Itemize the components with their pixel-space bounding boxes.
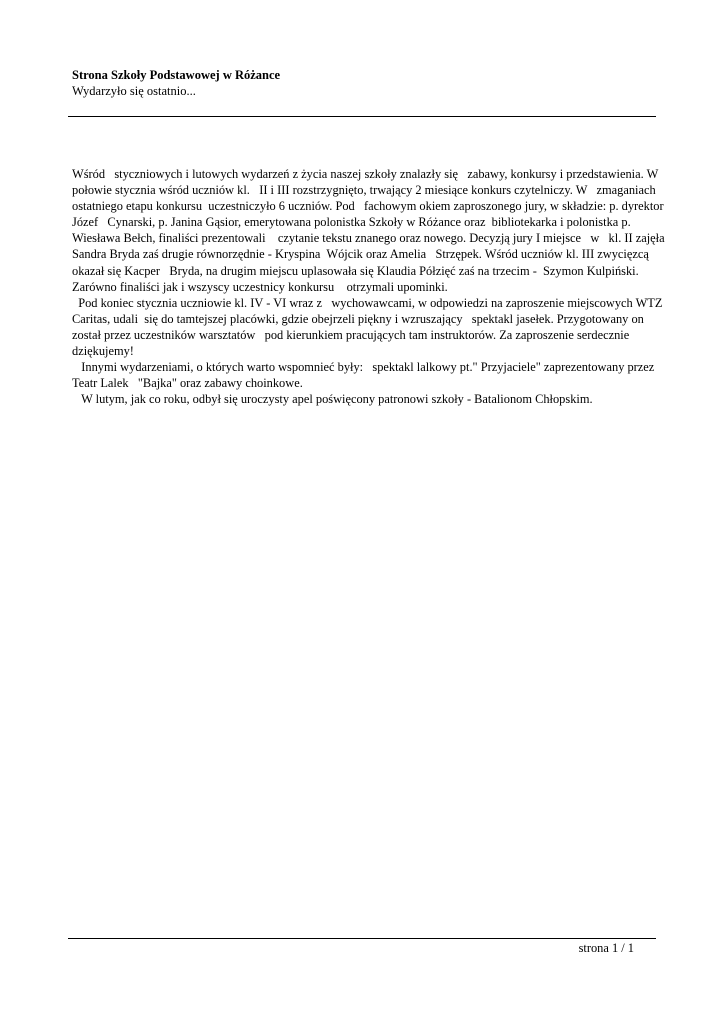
article-body — [72, 166, 665, 407]
article-line: ostatniego etapu konkursu uczestniczyło 6 uczniów. Pod fachowym okiem zaproszonego jury, w składzie: p. dyrektor — [72, 199, 664, 214]
article-line: okazał się Kacper Bryda, na drugim miejscu uplasowała się Klaudia Półzięć zaś na trzecim - Szymon Kulpiński. — [72, 263, 639, 278]
article-line: został przez uczestników warsztatów pod kierunkiem pracujących tam instruktorów. Za zaproszenie serdecznie — [72, 327, 630, 342]
article-line: Caritas, udali się do tamtejszej placówki, gdzie obejrzeli piękny i wzruszający spektakl jasełek. Przygotowany on — [72, 311, 644, 326]
article-line: Zarówno finaliści jak i wszyscy uczestnicy konkursu otrzymali upominki. — [72, 279, 448, 294]
footer-divider — [68, 938, 656, 939]
site-title: Strona Szkoły Podstawowej w Różance — [72, 68, 281, 82]
header-divider — [68, 116, 656, 117]
article-line: Teatr Lalek "Bajka" oraz zabawy choinkowe. — [72, 376, 303, 391]
article-line: Innymi wydarzeniami, o których warto wspomnieć były: spektakl lalkowy pt." Przyjaciele" zaprezentowany przez — [72, 360, 655, 375]
article-line: dziękujemy! — [72, 344, 134, 359]
article-line: Pod koniec stycznia uczniowie kl. IV - VI wraz z wychowawcami, w odpowiedzi na zaproszenie miejscowych WTZ — [72, 295, 663, 310]
article-line: W lutym, jak co roku, odbył się uroczysty apel poświęcony patronowi szkoły - Batalionom Chłopskim. — [72, 392, 593, 407]
article-line: Wśród styczniowych i lutowych wydarzeń z życia naszej szkoły znalazły się zabawy, konkursy i przedstawienia. W — [72, 167, 659, 181]
site-subtitle: Wydarzyło się ostatnio... — [72, 84, 196, 98]
page-header — [72, 68, 656, 99]
page-number: strona 1 / 1 — [578, 941, 634, 955]
article-line: połowie stycznia wśród uczniów kl. II i III rozstrzygnięto, trwający 2 miesiące konkurs czytelniczy. W zmaganiach — [72, 183, 656, 198]
article-line: Józef Cynarski, p. Janina Gąsior, emerytowana polonistka Szkoły w Różance oraz bibliotekarka i polonistka p. — [72, 215, 631, 230]
article-line: Sandra Bryda zaś drugie równorzędnie - Kryspina Wójcik oraz Amelia Strzępek. Wśród uczniów kl. III zwycięzcą — [72, 247, 649, 262]
article-line: Wiesława Bełch, finaliści prezentowali czytanie tekstu znanego oraz nowego. Decyzją jury I miejsce w kl. II zajęła — [72, 231, 665, 246]
